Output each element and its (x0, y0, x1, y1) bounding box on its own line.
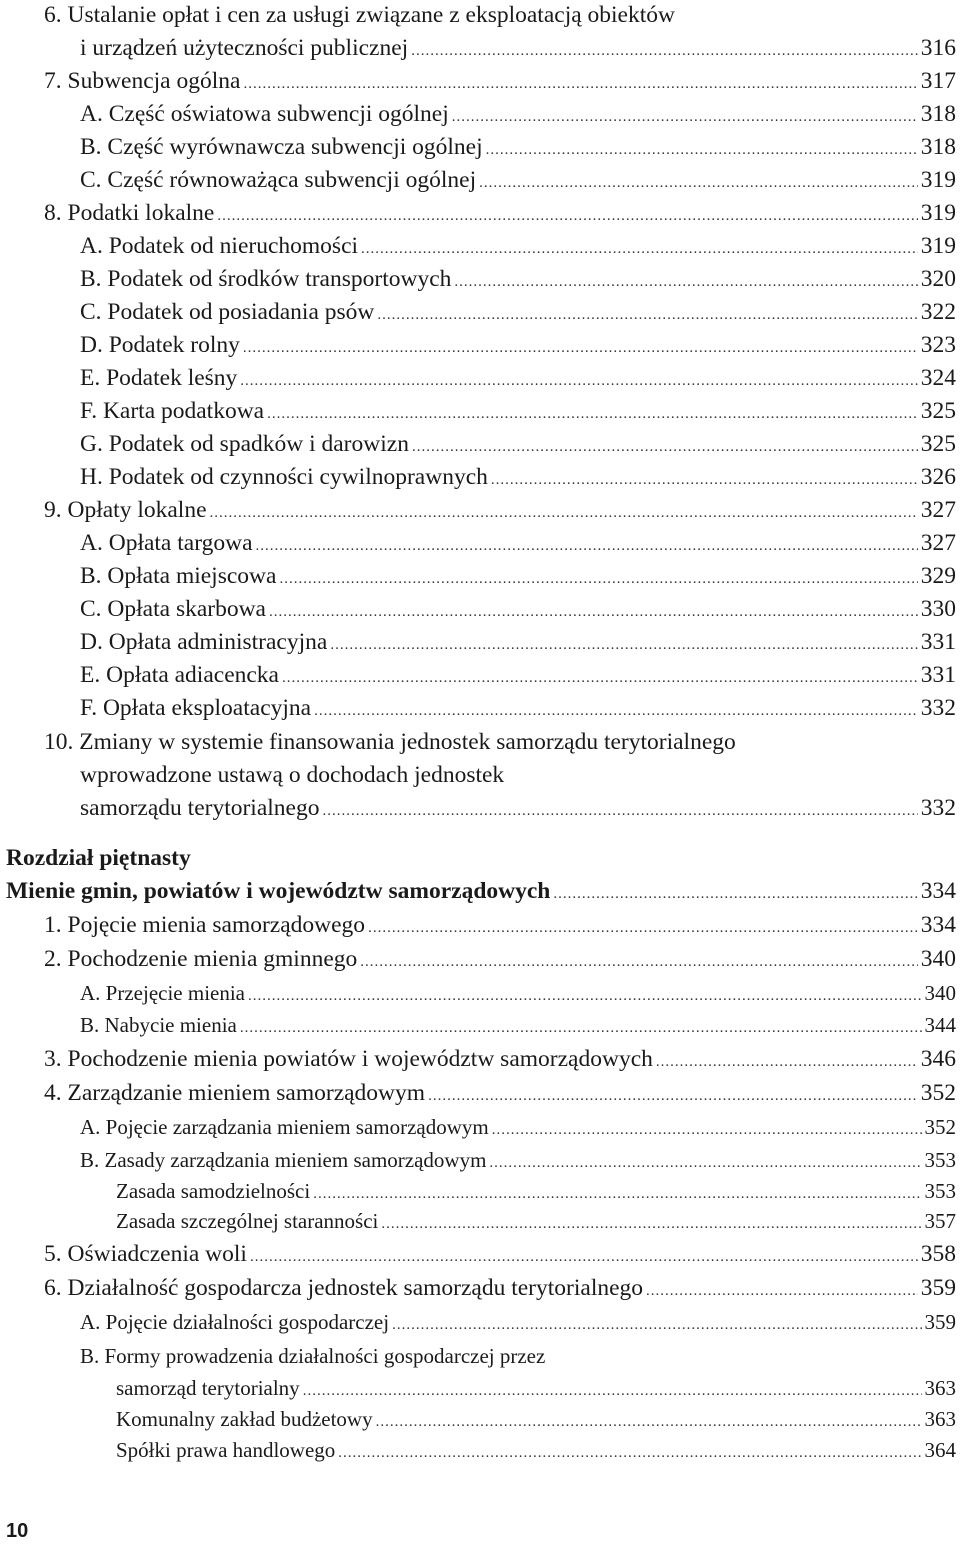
toc-entry (80, 792, 956, 828)
toc-entry (80, 1306, 956, 1342)
toc-entry-page: 330 (920, 596, 956, 622)
toc-entry-page: 326 (920, 464, 956, 490)
toc-entry (80, 626, 956, 662)
toc-entry-title: B. Część wyrównawcza subwencji ogólnej (80, 134, 483, 160)
toc-entry-page: 318 (920, 134, 956, 160)
dot-leader (452, 101, 918, 134)
toc-entry-page: 327 (920, 530, 956, 556)
toc-entry-page: 334 (920, 878, 956, 904)
toc-entry-title: C. Część równoważąca subwencji ogólnej (80, 167, 477, 193)
toc-entry (44, 1077, 956, 1113)
toc-entry-title: samorządu terytorialnego (80, 795, 320, 821)
toc-entry-title: Spółki prawa handlowego (116, 1438, 336, 1462)
dot-leader (269, 596, 918, 629)
toc-entry-title: A. Pojęcie działalności gospodarczej (80, 1310, 390, 1334)
toc-entry-page: 318 (920, 101, 956, 127)
toc-entry-title: samorząd terytorialny (116, 1376, 300, 1400)
toc-entry (44, 1238, 956, 1274)
dot-leader (250, 1241, 918, 1274)
dot-leader (486, 134, 918, 167)
toc-entry-title: A. Opłata targowa (80, 530, 253, 556)
chapter-title-entry (6, 875, 956, 911)
toc-entry-page: 331 (920, 662, 956, 688)
toc-entry (80, 362, 956, 398)
toc-entry-page: 340 (924, 981, 956, 1005)
toc-entry-page: 331 (920, 629, 956, 655)
toc-entry-title: 1. Pojęcie mienia samorządowego (44, 912, 366, 938)
toc-entry-page: 353 (924, 1148, 956, 1172)
toc-entry-title: F. Opłata eksploatacyjna (80, 695, 312, 721)
chapter-title: Mienie gmin, powiatów i województw samorządowych (6, 878, 551, 904)
toc-entry (80, 593, 956, 629)
toc-entry-title: C. Opłata skarbowa (80, 596, 266, 622)
toc-entry (80, 977, 956, 1013)
toc-entry-title: B. Zasady zarządzania mieniem samorządowym (80, 1148, 487, 1172)
toc-entry-title: B. Opłata miejscowa (80, 563, 277, 589)
toc-entry-title: A. Część oświatowa subwencji ogólnej (80, 101, 449, 127)
toc-entry (80, 98, 956, 134)
toc-entry-title: D. Opłata administracyjna (80, 629, 328, 655)
toc-entry-title: A. Przejęcie mienia (80, 981, 246, 1005)
toc-entry-title: B. Podatek od środków transportowych (80, 266, 452, 292)
toc-entry (80, 263, 956, 299)
dot-leader (243, 68, 917, 101)
dot-leader (267, 398, 918, 431)
toc-entry-title: H. Podatek od czynności cywilnoprawnych (80, 464, 488, 490)
toc-entry-page: 363 (924, 1376, 956, 1400)
toc-entry (44, 943, 956, 979)
toc-entry-page: 364 (924, 1438, 956, 1462)
toc-entry (80, 1111, 956, 1147)
toc-entry-page: 363 (924, 1407, 956, 1431)
dot-leader (553, 878, 917, 911)
toc-entry-title: 8. Podatki lokalne (44, 200, 215, 226)
toc-entry-page: 317 (920, 68, 956, 94)
dot-leader (492, 1114, 922, 1147)
toc-entry-title: B. Formy prowadzenia działalności gospodarczej przez (80, 1344, 546, 1368)
toc-entry-title: C. Podatek od posiadania psów (80, 299, 375, 325)
toc-entry-page: 327 (920, 497, 956, 523)
dot-leader (656, 1046, 918, 1079)
toc-entry (44, 909, 956, 945)
dot-leader (240, 365, 917, 398)
dot-leader (479, 167, 918, 200)
toc-entry-title: Komunalny zakład budżetowy (116, 1407, 373, 1431)
dot-leader (428, 1080, 918, 1113)
toc-entry-title: A. Pojęcie zarządzania mieniem samorządowym (80, 1115, 489, 1139)
toc-entry-page: 319 (920, 200, 956, 226)
toc-entry-title: Zasada samodzielności (116, 1179, 311, 1203)
toc-entry (80, 560, 956, 596)
dot-leader (377, 299, 917, 332)
toc-entry-page: 319 (920, 233, 956, 259)
toc-entry-page: 319 (920, 167, 956, 193)
dot-leader (491, 464, 918, 497)
toc-entry-title: 2. Pochodzenie mienia gminnego (44, 946, 358, 972)
dot-leader (330, 629, 917, 662)
dot-leader (282, 662, 918, 695)
toc-entry-page: 359 (920, 1275, 956, 1301)
toc-entry (80, 659, 956, 695)
toc-entry-title: 3. Pochodzenie mienia powiatów i województw samorządowych (44, 1046, 653, 1072)
toc-entry (80, 131, 956, 167)
dot-leader (360, 946, 917, 979)
toc-entry-page: 357 (924, 1209, 956, 1233)
toc-entry-title: G. Podatek od spadków i darowizn (80, 431, 409, 457)
toc-entry-page: 346 (920, 1046, 956, 1072)
toc-entry (80, 428, 956, 464)
dot-leader (381, 1208, 921, 1241)
toc-entry-page: 323 (920, 332, 956, 358)
toc-entry-title: i urządzeń użyteczności publicznej (80, 35, 409, 61)
toc-entry-title: 10. Zmiany w systemie finansowania jednostek samorządu terytorialnego (44, 729, 736, 755)
toc-entry-title: Zasada szczególnej staranności (116, 1209, 379, 1233)
toc-entry-page: 359 (924, 1310, 956, 1334)
toc-entry-page: 352 (924, 1115, 956, 1139)
dot-leader (243, 332, 918, 365)
toc-entry-page: 334 (920, 912, 956, 938)
dot-leader (454, 266, 917, 299)
toc-entry-page: 352 (920, 1080, 956, 1106)
toc-entry-title: 6. Ustalanie opłat i cen za usługi związane z eksploatacją obiektów (44, 2, 675, 28)
toc-entry-page: 358 (920, 1241, 956, 1267)
toc-entry-page: 353 (924, 1179, 956, 1203)
dot-leader (338, 1437, 921, 1470)
toc-entry-page: 332 (920, 695, 956, 721)
dot-leader (411, 35, 918, 68)
toc-entry-page: 316 (920, 35, 956, 61)
toc-entry (44, 197, 956, 233)
dot-leader (314, 695, 918, 728)
toc-entry-page: 322 (920, 299, 956, 325)
toc-entry-page: 344 (924, 1013, 956, 1037)
toc-entry-page: 340 (920, 946, 956, 972)
dot-leader (256, 530, 918, 563)
toc-entry-page: 320 (920, 266, 956, 292)
toc-entry-title: 9. Opłaty lokalne (44, 497, 207, 523)
toc-entry-title: B. Nabycie mienia (80, 1013, 237, 1037)
toc-entry (80, 395, 956, 431)
toc-entry-title: D. Podatek rolny (80, 332, 240, 358)
dot-leader (240, 1012, 922, 1045)
toc-entry (44, 494, 956, 530)
toc-entry-page: 325 (920, 431, 956, 457)
toc-entry (80, 1009, 956, 1045)
dot-leader (412, 431, 918, 464)
toc-entry (80, 461, 956, 497)
toc-entry (44, 1043, 956, 1079)
toc-entry-title: E. Podatek leśny (80, 365, 238, 391)
toc-entry-page: 324 (920, 365, 956, 391)
toc-entry (116, 1434, 956, 1470)
toc-entry (116, 1205, 956, 1241)
toc-entry-title: 5. Oświadczenia woli (44, 1241, 247, 1267)
dot-leader (646, 1275, 918, 1308)
dot-leader (392, 1309, 921, 1342)
toc-entry-page: 329 (920, 563, 956, 589)
toc-entry-page: 332 (920, 795, 956, 821)
toc-entry-title: A. Podatek od nieruchomości (80, 233, 359, 259)
toc-entry (80, 329, 956, 365)
dot-leader (217, 200, 917, 233)
dot-leader (322, 795, 917, 828)
chapter-heading: Rozdział piętnasty (6, 845, 191, 871)
toc-entry-page: 325 (920, 398, 956, 424)
toc-entry (44, 65, 956, 101)
toc-entry-title: F. Karta podatkowa (80, 398, 265, 424)
toc-entry-title: E. Opłata adiacencka (80, 662, 279, 688)
toc-entry (80, 296, 956, 332)
toc-entry-title: 7. Subwencja ogólna (44, 68, 241, 94)
toc-entry-title: 4. Zarządzanie mieniem samorządowym (44, 1080, 426, 1106)
toc-entry-title: wprowadzone ustawą o dochodach jednostek (80, 762, 505, 788)
toc-entry (80, 527, 956, 563)
toc-entry (80, 230, 956, 266)
dot-leader (368, 912, 918, 945)
toc-entry (44, 1272, 956, 1308)
dot-leader (361, 233, 918, 266)
toc-entry (80, 164, 956, 200)
toc-entry (80, 32, 956, 68)
dot-leader (279, 563, 917, 596)
toc-entry-title: 6. Działalność gospodarcza jednostek samorządu terytorialnego (44, 1275, 644, 1301)
dot-leader (210, 497, 918, 530)
page-number: 10 (6, 1520, 29, 1542)
toc-entry (80, 692, 956, 728)
